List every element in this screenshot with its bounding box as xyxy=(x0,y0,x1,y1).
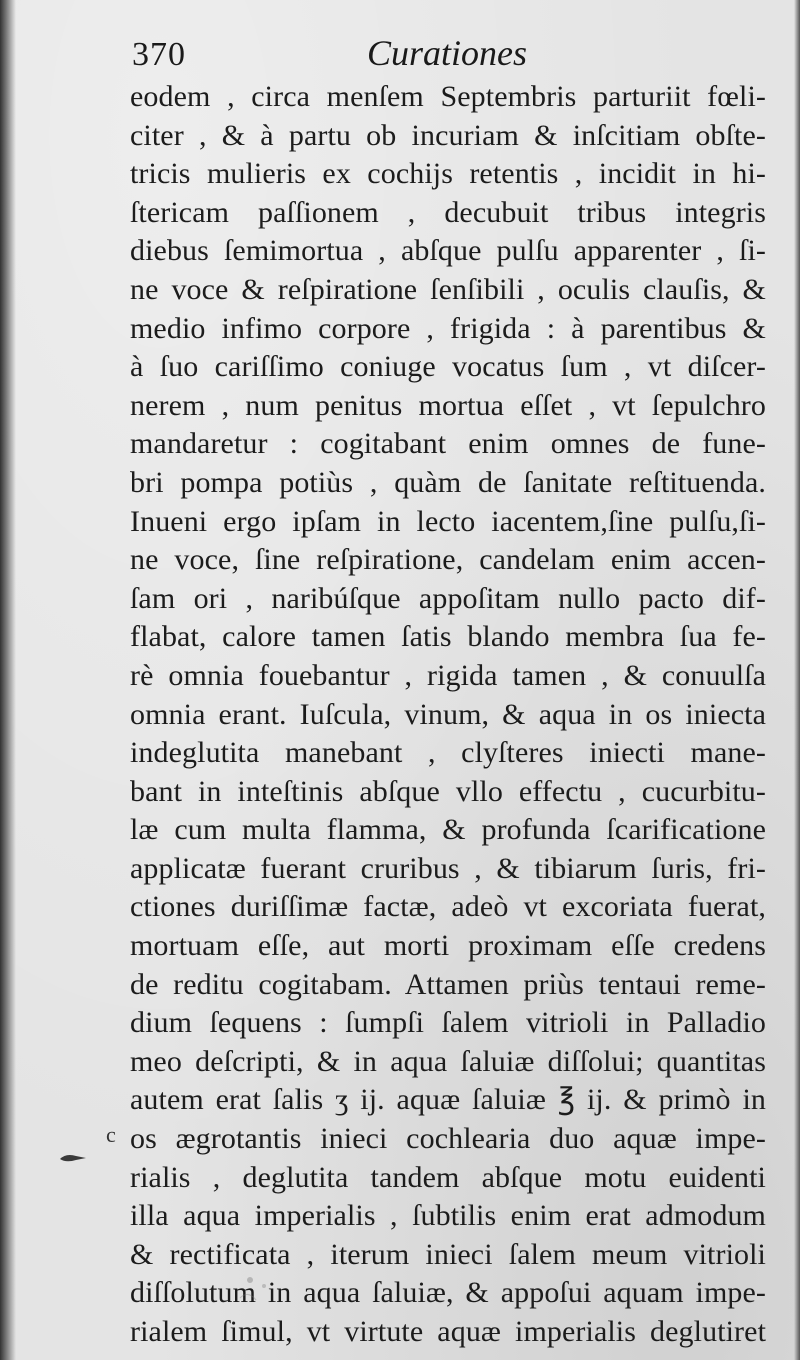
text-line: medio infimo corpore , frigida : à parentibus & xyxy=(130,311,766,345)
text-line: Inueni ergo ipſam in lecto iacentem,ſine pulſu,ſi- xyxy=(130,504,766,538)
page-edge-shadow xyxy=(794,0,800,1360)
text-line: læ cum multa flamma, & profunda ſcarificatione xyxy=(130,813,766,847)
text-line: bri pompa potiùs , quàm de ſanitate reſtituenda. xyxy=(130,465,766,499)
text-line: autem erat ſalis ʒ ij. aquæ ſaluiæ ℥ ij. & primò in xyxy=(130,1083,766,1117)
ink-smudge xyxy=(230,1268,290,1308)
text-line: & rectificata , iterum inieci ſalem meum vitrioli xyxy=(130,1237,766,1271)
text-line: diſſolutum in aqua ſaluiæ, & appoſui aquam impe- xyxy=(130,1276,766,1310)
text-line: applicatæ fuerant cruribus , & tibiarum ſuris, fri- xyxy=(130,851,766,885)
body-text xyxy=(130,78,766,1352)
text-line: diebus ſemimortua , abſque pulſu apparenter , ſi- xyxy=(130,234,766,268)
text-line: ſam ori , naribúſque appoſitam nullo pacto dif- xyxy=(130,581,766,615)
text-line: meo deſcripti, & in aqua ſaluiæ diſſolui; quantitas xyxy=(130,1044,766,1078)
text-line: omnia erant. Iuſcula, vinum, & aqua in os iniecta xyxy=(130,697,766,731)
manicule-icon xyxy=(58,1152,88,1164)
text-line: tricis mulieris ex cochijs retentis , incidit in hi- xyxy=(130,157,766,191)
text-line: à ſuo cariſſimo coniuge vocatus ſum , vt diſcer- xyxy=(130,350,766,384)
text-line: dium ſequens : ſumpſi ſalem vitrioli in Palladio xyxy=(130,1006,766,1040)
margin-annotation: c xyxy=(106,1122,116,1147)
text-line: mortuam eſſe, aut morti proximam eſſe credens xyxy=(130,929,766,963)
text-line: ctiones duriſſimæ factæ, adeò vt excoriata fuerat, xyxy=(130,890,766,924)
text-line: nerem , num penitus mortua eſſet , vt ſepulchro xyxy=(130,388,766,422)
text-line: mandaretur : cogitabant enim omnes de fune- xyxy=(130,427,766,461)
page-number: 370 xyxy=(132,36,186,73)
text-line: rialem ſimul, vt virtute aquæ imperialis deglutiret xyxy=(130,1315,766,1348)
text-line: eodem , circa menſem Septembris parturiit fœli- xyxy=(130,80,766,113)
text-line: os ægrotantis inieci cochlearia duo aquæ impe- xyxy=(130,1122,766,1156)
text-line: indeglutita manebant , clyſteres iniecti mane- xyxy=(130,736,766,770)
text-line: ne voce, ſine reſpiratione, candelam enim accen- xyxy=(130,543,766,577)
page-gutter-shadow xyxy=(0,0,16,1360)
text-line: bant in inteſtinis abſque vllo effectu , cucurbitu- xyxy=(130,774,766,808)
text-line: ſtericam paſſionem , decubuit tribus integris xyxy=(130,195,766,229)
text-line: rialis , deglutita tandem abſque motu euidenti xyxy=(130,1160,766,1194)
text-line: citer , & à partu ob incuriam & inſcitiam obſte- xyxy=(130,118,766,152)
text-line: rè omnia fouebantur , rigida tamen , & conuulſa xyxy=(130,658,766,692)
text-line: illa aqua imperialis , ſubtilis enim erat admodum xyxy=(130,1199,766,1233)
text-line: de reditu cogitabam. Attamen priùs tentaui reme- xyxy=(130,967,766,1001)
text-line: flabat, calore tamen ſatis blando membra ſua fe- xyxy=(130,620,766,654)
page-header xyxy=(132,28,760,76)
running-title: Curationes xyxy=(367,33,528,73)
text-line: ne voce & reſpiratione ſenſibili , oculis clauſis, & xyxy=(130,272,766,306)
